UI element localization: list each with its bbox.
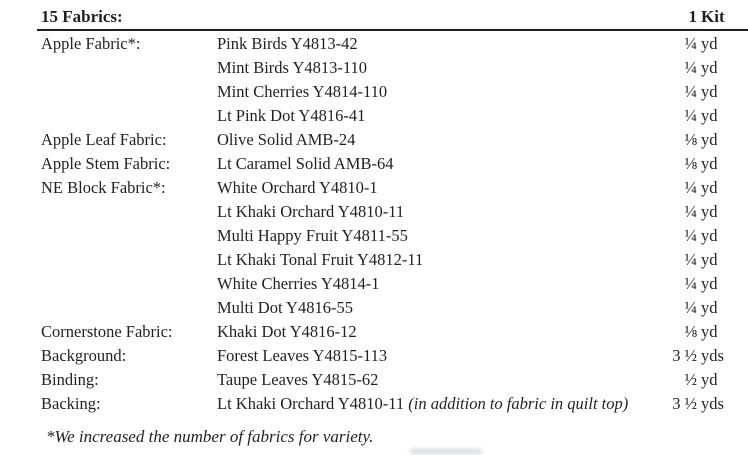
amount-number: 3 ½ <box>672 346 697 365</box>
table-row <box>0 176 748 200</box>
category-cell: NE Block Fabric*: <box>41 178 166 197</box>
fabric-name: Lt Khaki Orchard Y4810-11 <box>217 394 405 413</box>
amount-cell <box>668 154 748 174</box>
fabric-cell <box>217 34 668 54</box>
fabric-name: Lt Pink Dot Y4816-41 <box>217 106 366 125</box>
category-cell: Background: <box>41 346 127 365</box>
amount-number: ½ <box>684 370 697 389</box>
amount-number: ¼ <box>684 274 697 293</box>
fabric-cell <box>217 106 668 126</box>
fabric-name: Olive Solid AMB-24 <box>217 130 356 149</box>
table-row <box>0 248 748 272</box>
amount-unit: yd <box>701 202 718 221</box>
amount-unit: yd <box>701 178 718 197</box>
table-row <box>0 224 748 248</box>
fabric-name: Multi Happy Fruit Y4811-55 <box>217 226 408 245</box>
amount-number: ¼ <box>684 34 697 53</box>
fabric-name: Khaki Dot Y4816-12 <box>217 322 357 341</box>
amount-unit: yd <box>701 322 718 341</box>
amount-unit: yd <box>701 250 718 269</box>
amount-unit: yd <box>701 274 718 293</box>
fabric-cell <box>217 394 668 414</box>
amount-cell <box>668 130 748 150</box>
fabric-cell <box>217 370 668 390</box>
category-cell: Apple Fabric*: <box>41 34 141 53</box>
amount-cell <box>668 370 748 390</box>
amount-number: 3 ½ <box>672 394 697 413</box>
table-row <box>0 368 748 392</box>
category-cell: Binding: <box>41 370 99 389</box>
amount-unit: yd <box>701 370 718 389</box>
amount-cell <box>668 298 748 318</box>
fabric-name: Taupe Leaves Y4815-62 <box>217 370 379 389</box>
fabric-cell <box>217 130 668 150</box>
fabric-cell <box>217 202 668 222</box>
fabric-name: Mint Cherries Y4814-110 <box>217 82 388 101</box>
category-cell: Backing: <box>41 394 101 413</box>
fabric-name: Lt Khaki Orchard Y4810-11 <box>217 202 405 221</box>
fabric-cell <box>217 274 668 294</box>
kit-column-heading <box>668 7 748 27</box>
fabric-name: Mint Birds Y4813-110 <box>217 58 368 77</box>
table-row <box>0 296 748 320</box>
amount-unit: yd <box>701 106 718 125</box>
kit-unit: Kit <box>701 6 725 26</box>
table-row <box>0 344 748 368</box>
fabric-name: White Orchard Y4810-1 <box>217 178 378 197</box>
fabric-cell <box>217 58 668 78</box>
amount-cell <box>668 34 748 54</box>
category-cell: Apple Leaf Fabric: <box>41 130 167 149</box>
amount-number: ⅛ <box>684 130 697 149</box>
table-row <box>0 320 748 344</box>
fabric-name: Forest Leaves Y4815-113 <box>217 346 388 365</box>
category-cell: Apple Stem Fabric: <box>41 154 171 173</box>
table-row <box>0 128 748 152</box>
amount-number: ¼ <box>684 250 697 269</box>
amount-cell <box>668 226 748 246</box>
amount-number: ¼ <box>684 178 697 197</box>
fabric-name: Pink Birds Y4813-42 <box>217 34 358 53</box>
fabric-name: Lt Khaki Tonal Fruit Y4812-11 <box>217 250 424 269</box>
fabric-name: Multi Dot Y4816-55 <box>217 298 353 317</box>
table-row <box>0 152 748 176</box>
fabric-cell <box>217 178 668 198</box>
fabric-cell <box>217 322 668 342</box>
fabric-cell <box>217 298 668 318</box>
amount-unit: yd <box>701 154 718 173</box>
table-row <box>0 104 748 128</box>
amount-unit: yd <box>701 226 718 245</box>
amount-cell <box>668 274 748 294</box>
fabric-name: Lt Caramel Solid AMB-64 <box>217 154 394 173</box>
amount-unit: yd <box>701 58 718 77</box>
table-header-row <box>0 0 748 29</box>
scan-artifact <box>410 449 482 454</box>
amount-number: ⅛ <box>684 154 697 173</box>
fabric-note: (in addition to fabric in quilt top) <box>404 394 629 413</box>
amount-unit: yds <box>701 346 724 365</box>
table-row <box>0 200 748 224</box>
amount-number: ¼ <box>684 82 697 101</box>
table-row <box>0 32 748 56</box>
amount-cell <box>668 202 748 222</box>
amount-unit: yd <box>701 82 718 101</box>
table-row <box>0 272 748 296</box>
table-row <box>0 80 748 104</box>
fabric-cell <box>217 226 668 246</box>
amount-number: ¼ <box>684 106 697 125</box>
table-row <box>0 56 748 80</box>
footnote: *We increased the number of fabrics for variety. <box>46 427 374 446</box>
fabric-cell <box>217 82 668 102</box>
fabric-cell <box>217 154 668 174</box>
kit-number: 1 <box>688 6 697 26</box>
amount-unit: yd <box>701 130 718 149</box>
amount-unit: yd <box>701 34 718 53</box>
amount-cell <box>668 394 748 414</box>
amount-cell <box>668 82 748 102</box>
amount-unit: yd <box>701 298 718 317</box>
fabric-count-heading: 15 Fabrics: <box>41 6 123 26</box>
fabric-cell <box>217 250 668 270</box>
amount-number: ¼ <box>684 298 697 317</box>
amount-unit: yds <box>701 394 724 413</box>
amount-number: ¼ <box>684 226 697 245</box>
amount-cell <box>668 106 748 126</box>
amount-cell <box>668 178 748 198</box>
amount-number: ⅛ <box>684 322 697 341</box>
amount-cell <box>668 322 748 342</box>
amount-number: ¼ <box>684 58 697 77</box>
amount-cell <box>668 250 748 270</box>
amount-cell <box>668 58 748 78</box>
fabric-cell <box>217 346 668 366</box>
category-cell: Cornerstone Fabric: <box>41 322 173 341</box>
amount-number: ¼ <box>684 202 697 221</box>
table-row <box>0 392 748 416</box>
fabric-rows <box>0 31 748 416</box>
amount-cell <box>668 346 748 366</box>
fabric-name: White Cherries Y4814-1 <box>217 274 380 293</box>
